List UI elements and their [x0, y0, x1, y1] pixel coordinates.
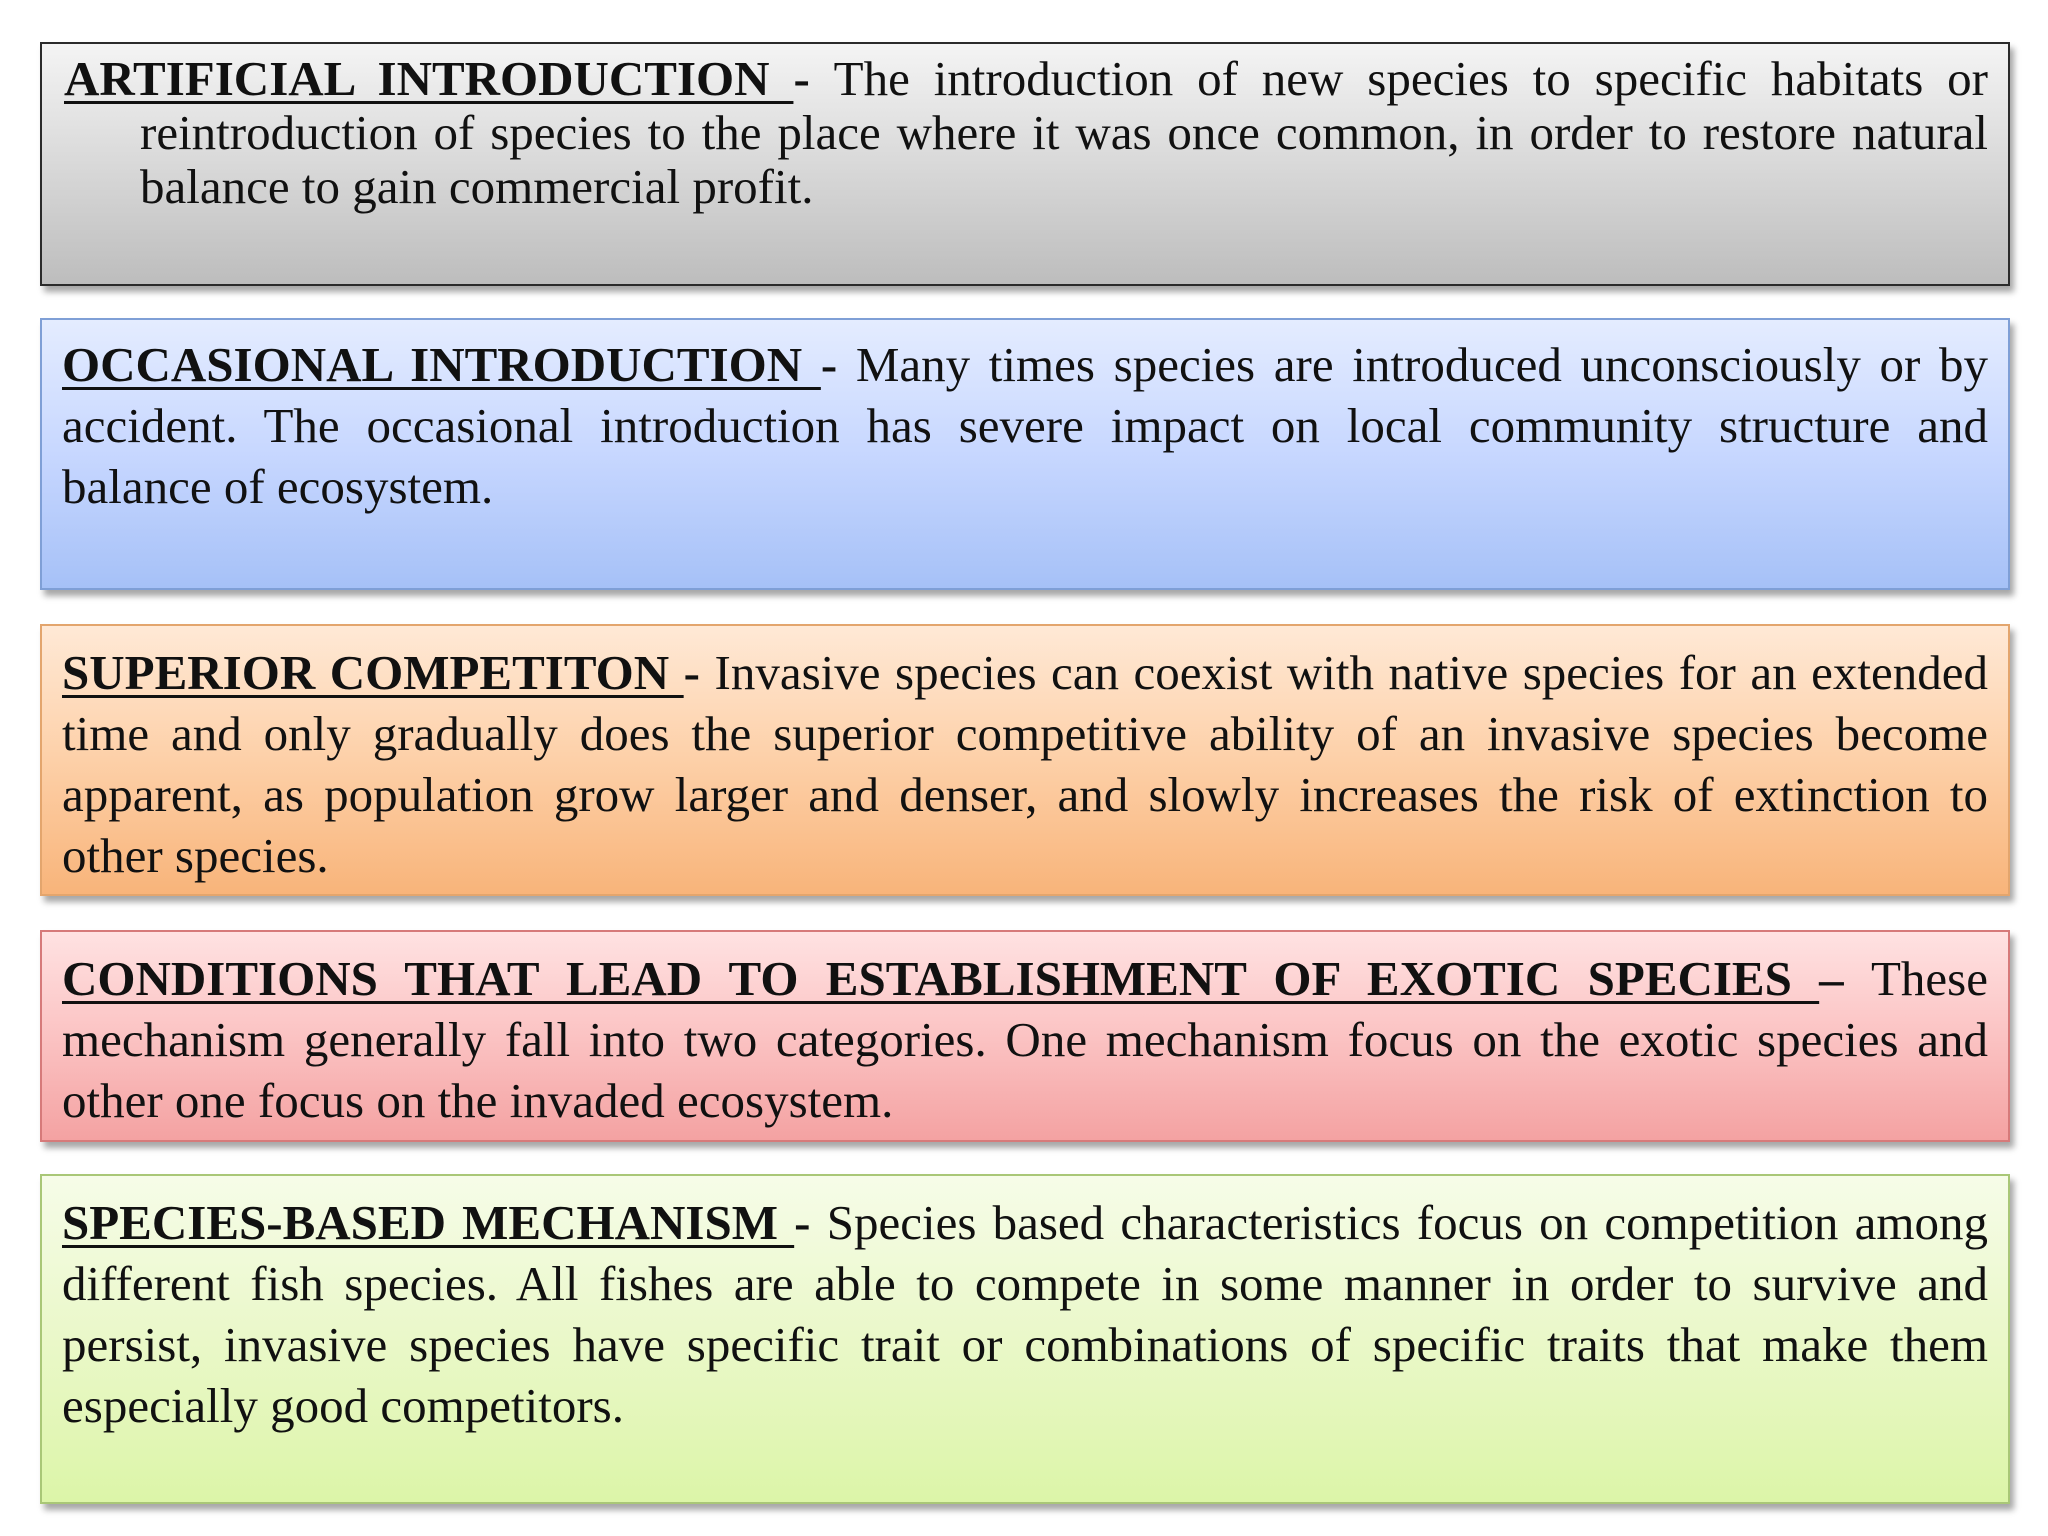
section-term: CONDITIONS THAT LEAD TO ESTABLISHMENT OF EXOTIC SPECIES	[62, 951, 1820, 1006]
section-text: Species based characteristics focus on competition among different fish species. All fishes are able to compete in some manner in order to survive and persist, invasive species have specific trait or combinations of specific traits that make them especially good competitors.	[62, 1195, 1989, 1433]
species-based-mechanism-box	[40, 1174, 2010, 1504]
section-separator: –	[1819, 951, 1871, 1006]
section-term: OCCASIONAL INTRODUCTION	[62, 337, 821, 392]
occasional-introduction-box	[40, 318, 2010, 590]
establishment-conditions-box	[40, 930, 2010, 1142]
section-separator: -	[683, 645, 715, 700]
section-text: The introduction of new species to specific habitats or reintroduction of species to the place where it was once common, in order to restore natural balance to gain commercial profit.	[140, 51, 1988, 214]
section-term: SPECIES-BASED MECHANISM	[62, 1195, 795, 1250]
section-text: These mechanism generally fall into two categories. One mechanism focus on the exotic species and other one focus on the invaded ecosystem.	[62, 951, 1988, 1128]
section-separator: -	[793, 51, 834, 106]
superior-competition-box	[40, 624, 2010, 896]
section-text: Many times species are introduced unconsciously or by accident. The occasional introduction has severe impact on local community structure and balance of ecosystem.	[62, 337, 1988, 514]
section-term: SUPERIOR COMPETITON	[62, 645, 684, 700]
section-separator: -	[820, 337, 856, 392]
artificial-introduction-box	[40, 42, 2010, 286]
section-term: ARTIFICIAL INTRODUCTION	[64, 51, 794, 106]
section-separator: -	[794, 1195, 827, 1250]
section-text: Invasive species can coexist with native species for an extended time and only gradually does the superior competitive ability of an invasive species become apparent, as population grow larger and denser, and slowly increases the risk of extinction to other species.	[62, 645, 1988, 883]
